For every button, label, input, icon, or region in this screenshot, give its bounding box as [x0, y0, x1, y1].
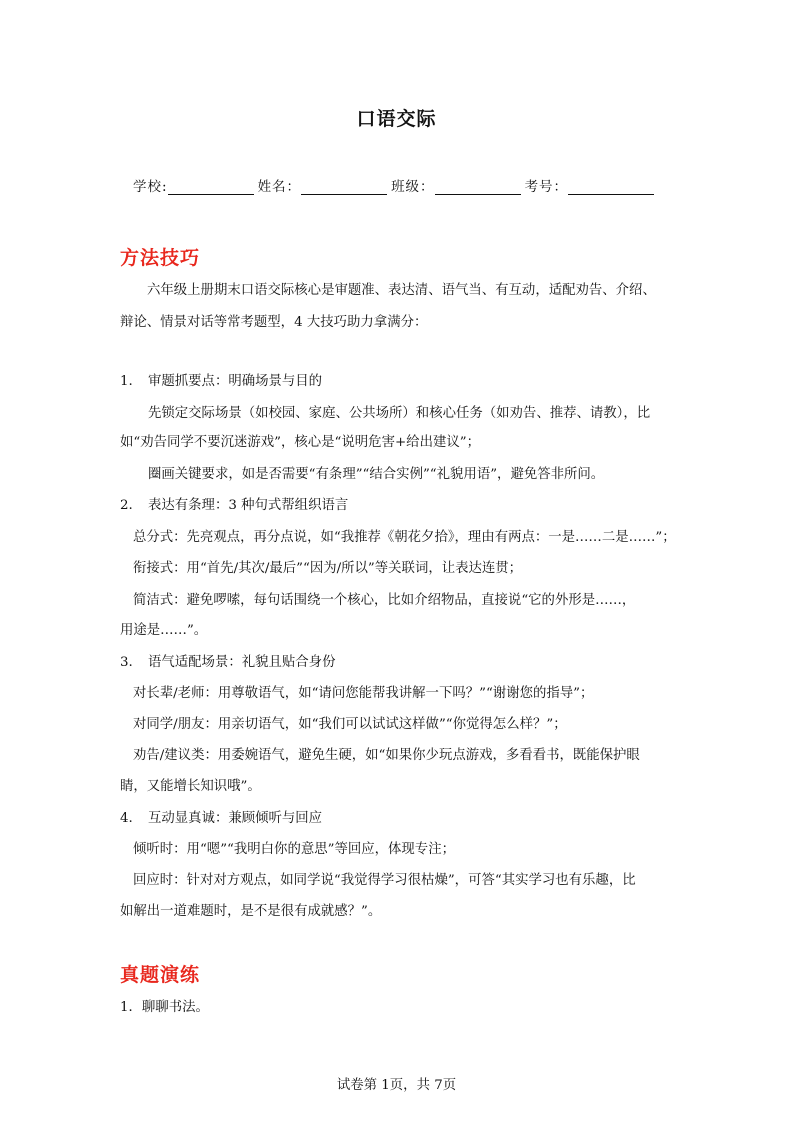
section-heading-methods: 方法技巧: [120, 247, 201, 269]
section-heading-practice: 真题演练: [120, 964, 201, 986]
tip3-line-3: 劝告/建议类：用委婉语气，避免生硬，如“如果你少玩点游戏，多看看书，既能保护眼: [133, 748, 640, 763]
tip3-line-2: 对同学/朋友：用亲切语气，如“我们可以试试这样做”“你觉得怎么样？”；: [133, 717, 567, 732]
tip2-number: 2.: [120, 498, 133, 513]
tip2-line-3: 简洁式：避免啰嗦，每句话围绕一个核心，比如介绍物品，直接说“它的外形是……，: [133, 593, 636, 608]
tip4-line-2: 回应时：针对对方观点，如同学说“我觉得学习很枯燥”，可答“其实学习也有乐趣，比: [133, 873, 636, 888]
tip3-line-1: 对长辈/老师：用尊敬语气，如“请问您能帮我讲解一下吗？”“谢谢您的指导”；: [133, 686, 594, 701]
question-1: 1．聊聊书法。: [120, 1000, 209, 1015]
page-footer: 试卷第 1页，共 7页: [336, 1078, 457, 1093]
tip1-line-3: 圈画关键要求，如是否需要“有条理”“结合实例”“礼貌用语”，避免答非所问。: [148, 467, 605, 482]
intro-line-1: 六年级上册期末口语交际核心是审题准、表达清、语气当、有互动，适配劝告、介绍、: [147, 283, 656, 298]
tip2-line-1: 总分式：先亮观点，再分点说，如“我推荐《朝花夕拾》，理由有两点：一是……二是……”；: [133, 530, 676, 545]
tip2-line-2: 衔接式：用“首先/其次/最后”“因为/所以”等关联词，让表达连贯；: [133, 561, 523, 576]
intro-line-2: 辩论、情景对话等常考题型，4 大技巧助力拿满分：: [120, 315, 428, 330]
tip4-title: 互动显真诚：兼顾倾听与回应: [148, 811, 323, 826]
school-blank: [168, 179, 254, 195]
tip4-line-1: 倾听时：用“嗯”“我明白你的意思”等回应，体现专注；: [133, 842, 455, 857]
tip2-line-4: 用途是……”。: [120, 623, 208, 638]
tip4-number: 4.: [120, 811, 133, 826]
tip1-title: 审题抓要点：明确场景与目的: [148, 374, 323, 389]
tip3-title: 语气适配场景：礼貌且贴合身份: [148, 655, 336, 670]
tip2-title: 表达有条理：3 种句式帮组织语言: [148, 498, 349, 513]
tip1-number: 1.: [120, 374, 133, 389]
tip1-line-2: 如“劝告同学不要沉迷游戏”，核心是“说明危害+给出建议”；: [120, 435, 480, 450]
tip3-line-4: 睛，又能增长知识哦”。: [120, 779, 261, 794]
tip1-line-1: 先锁定交际场景（如校园、家庭、公共场所）和核心任务（如劝告、推荐、请教），比: [148, 406, 651, 421]
tip3-number: 3.: [120, 655, 133, 670]
class-label: 班级：: [391, 179, 435, 195]
school-label: 学校:: [133, 179, 168, 195]
student-info-row: [133, 175, 658, 195]
name-blank: [301, 179, 387, 195]
exam-no-blank: [568, 179, 654, 195]
tip4-line-3: 如解出一道难题时，是不是很有成就感？”。: [120, 904, 382, 919]
name-label: 姓名：: [257, 179, 302, 195]
class-blank: [435, 179, 521, 195]
exam-no-label: 考号：: [524, 179, 569, 195]
page-title: 口语交际: [356, 108, 437, 130]
